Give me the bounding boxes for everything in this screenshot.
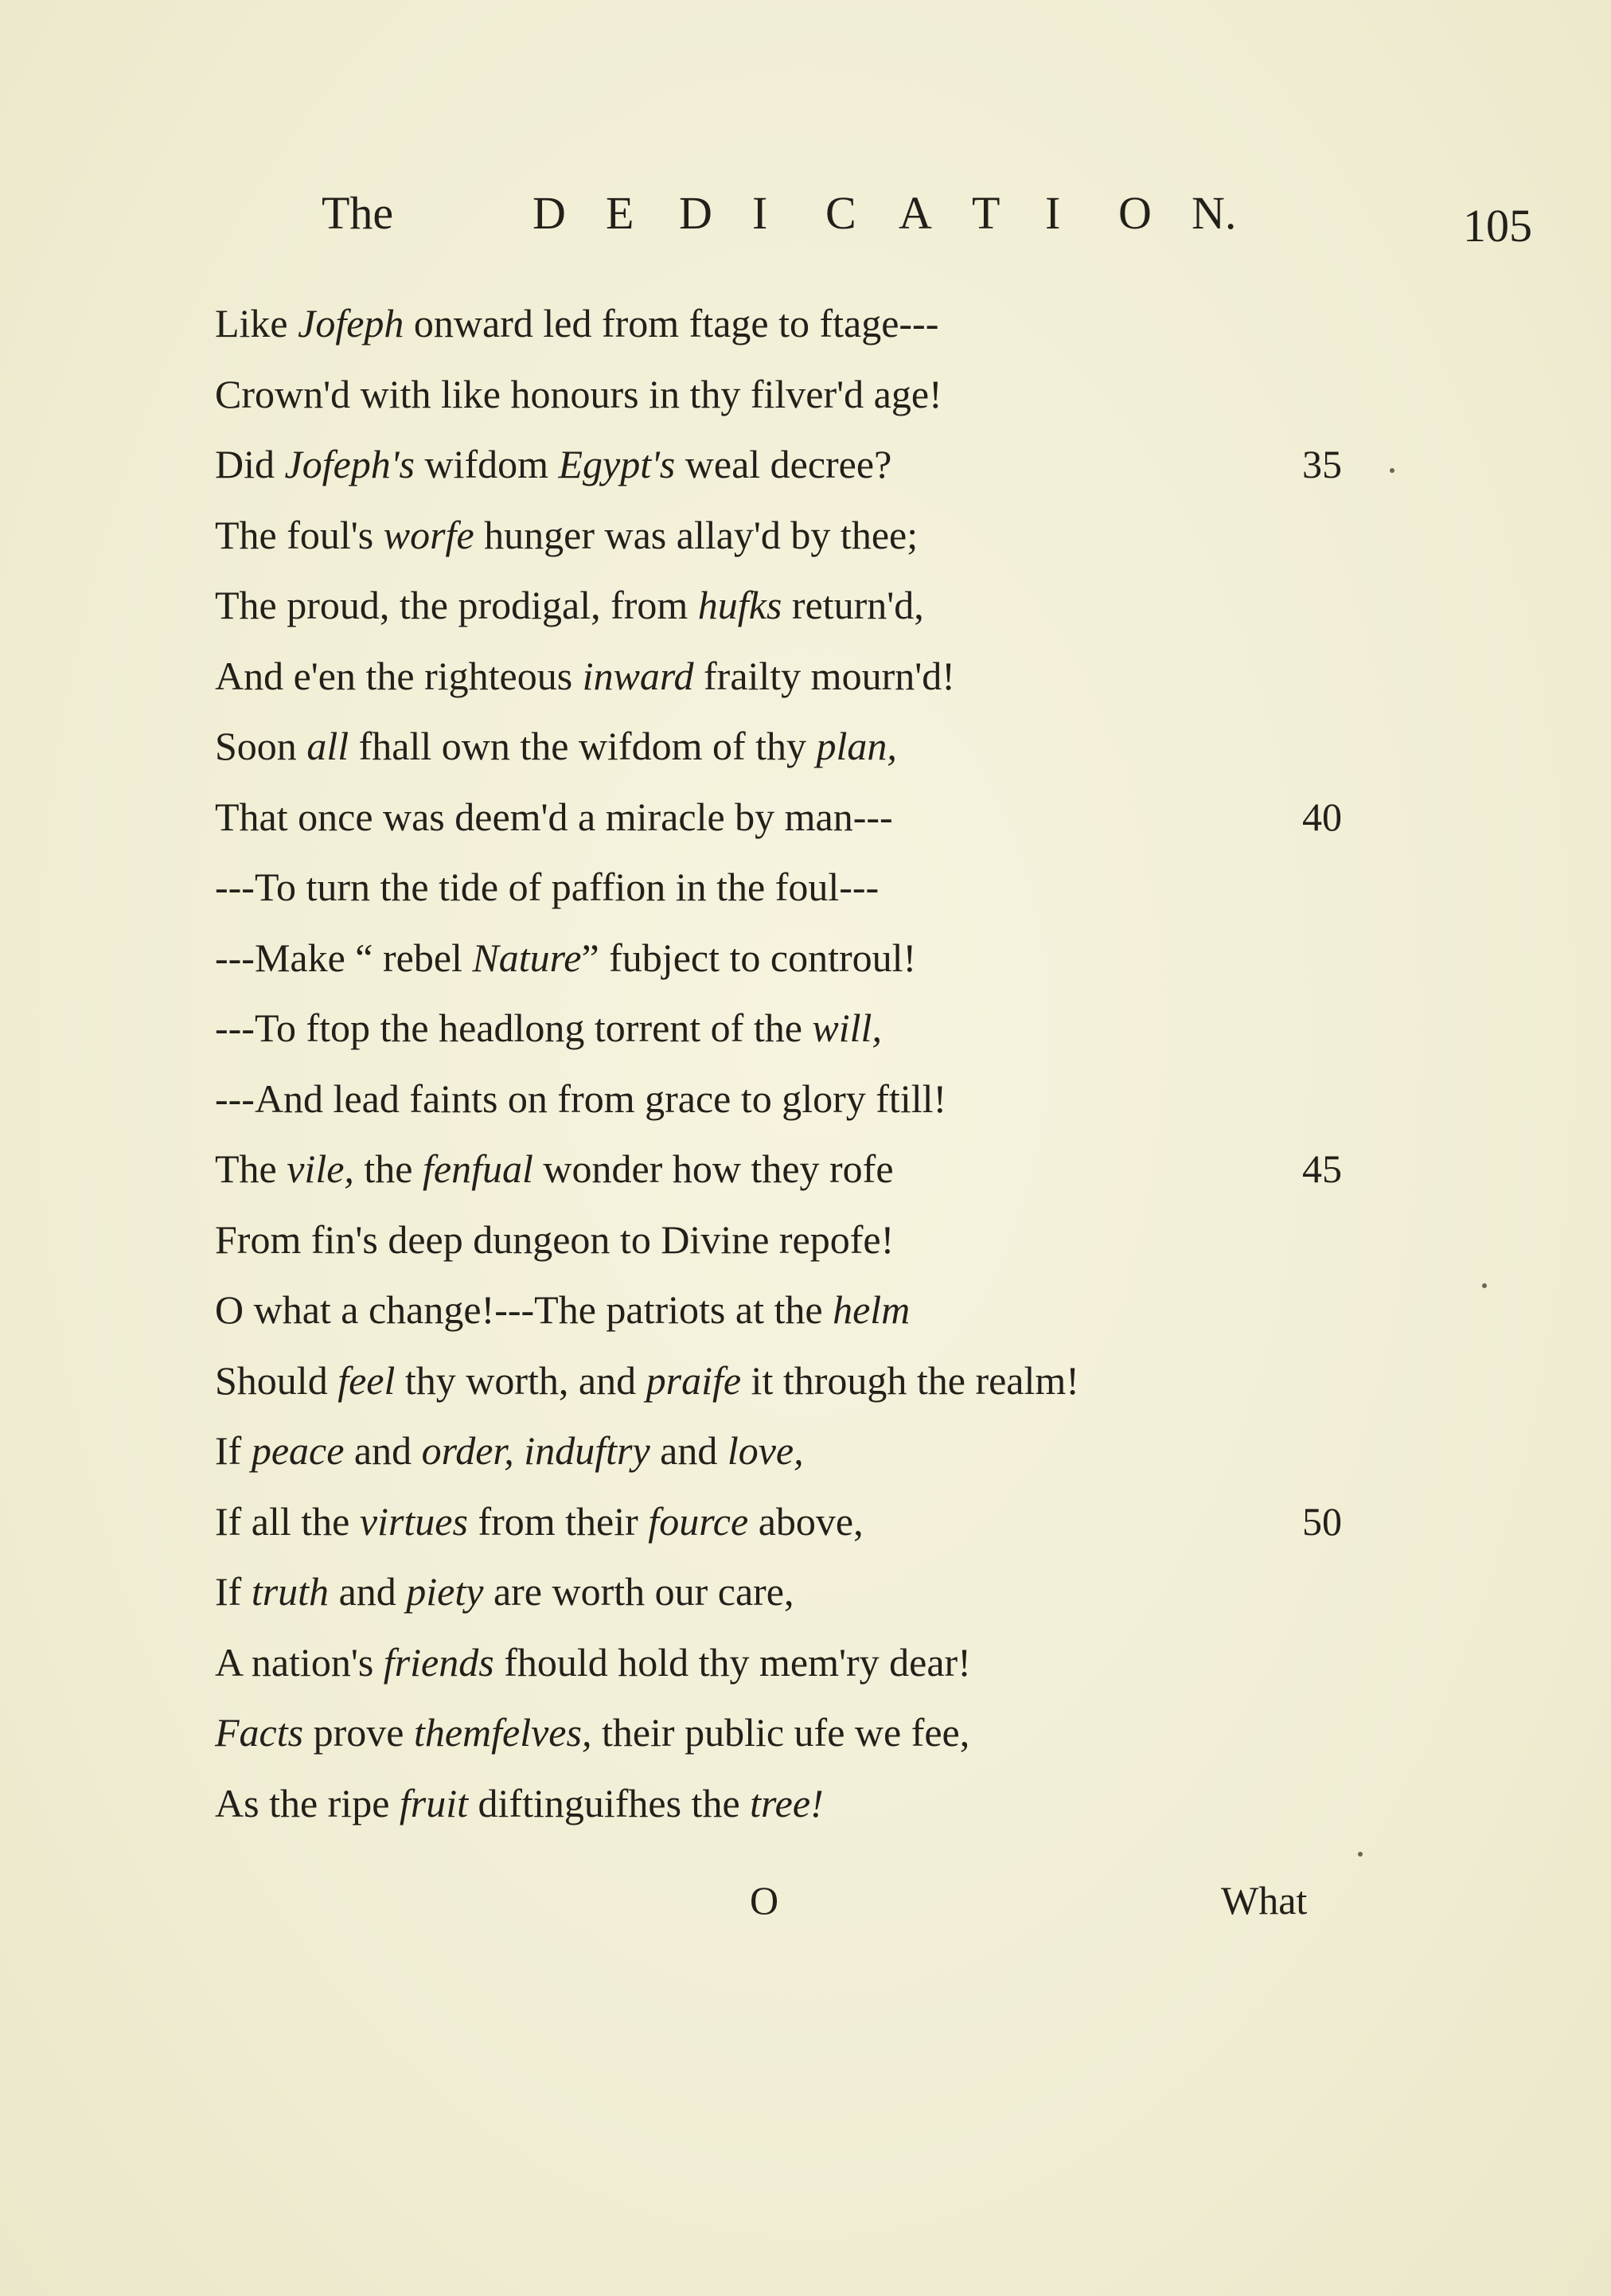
roman-text: wifdom [414,442,559,486]
poem-line-text [215,1768,824,1839]
roman-text: Should [215,1357,338,1403]
roman-text: Like [215,301,298,346]
italic-word: Jofeph's [284,442,415,486]
roman-text: weal decree? [675,442,892,486]
roman-text: are worth our care, [483,1569,794,1614]
roman-text: If [215,1569,252,1614]
roman-text: ” fubject to controul! [581,935,917,980]
italic-word: truth [251,1569,330,1614]
page-number: 105 [1463,200,1532,252]
line-number: 40 [1302,794,1342,839]
italic-word: feel [337,1357,396,1403]
title-letter: I [1045,187,1061,239]
italic-word: virtues [359,1498,468,1544]
italic-word: peace [251,1428,345,1473]
poem-line-text [215,500,918,571]
italic-word: fenfual [423,1146,533,1191]
poem-line [215,429,1409,500]
roman-text: from their [467,1498,649,1544]
roman-text: O what a change!---The patriots at the [215,1287,833,1332]
poem-line-text [215,923,916,994]
roman-text: From fin's deep dungeon to Divine repofe! [215,1216,895,1262]
poem-line [215,1205,1409,1275]
poem-line [215,641,1409,712]
roman-text: thy worth, and [395,1357,646,1403]
poem-line [215,1064,1409,1134]
italic-word: plan, [816,724,897,768]
italic-word: piety [406,1569,484,1614]
running-head [322,186,1277,258]
poem-line [215,1627,1409,1698]
poem-line [215,711,1409,782]
poem-line [215,570,1409,641]
poem-line-text [215,1486,864,1557]
running-head-title [532,186,1567,240]
roman-text: Soon [215,724,307,768]
italic-word: hufks [697,583,782,627]
roman-text: As the ripe [215,1780,400,1825]
roman-text: hunger was allay'd by thee; [474,512,919,557]
roman-text: The [215,1146,287,1191]
title-letter: D [532,187,566,239]
poem-line [215,1486,1409,1557]
poem-line [215,1697,1409,1768]
poem-line [215,359,1409,430]
roman-text: A nation's [215,1639,384,1685]
italic-word: praife [646,1357,742,1403]
italic-word: Nature [472,935,582,980]
line-number: 45 [1302,1146,1342,1191]
poem-line [215,852,1409,923]
roman-text: Did [215,442,285,486]
poem-line-text [215,711,897,782]
poem-line-text [215,1415,804,1486]
italic-word: Egypt's [558,442,676,486]
paper-speck [1390,468,1395,473]
poem-line-text [215,429,891,500]
roman-text: and [649,1428,727,1473]
poem-line [215,1275,1409,1345]
poem-line-text [215,1205,894,1275]
title-letter: A [899,187,932,239]
roman-text: the [353,1146,423,1191]
poem-line-text [215,359,942,430]
paper-speck [1358,1852,1363,1857]
poem-line [215,1768,1409,1839]
poem-line-text [215,1275,910,1345]
roman-text: frailty mourn'd! [693,653,955,698]
italic-word: fruit [399,1780,469,1825]
italic-word: order, induftry [421,1428,650,1473]
poem-line [215,923,1409,994]
line-number: 50 [1302,1498,1342,1544]
poem-line [215,1345,1409,1416]
poem-line [215,1134,1409,1205]
roman-text: The proud, the prodigal, from [215,583,698,627]
roman-text: return'd, [782,583,924,627]
title-letter: T [972,187,1001,239]
title-letter: C [825,187,856,239]
roman-text: ---To ftop the headlong torrent of the [215,1005,813,1050]
italic-word: themfelves, [413,1710,592,1755]
poem-line-text [215,570,924,641]
poem-line [215,782,1409,853]
roman-text: above, [748,1498,864,1544]
roman-text: prove [303,1710,414,1755]
roman-text: And e'en the righteous [215,653,583,698]
italic-word: inward [582,653,694,698]
italic-word: worfe [383,512,474,557]
title-letter: D [679,187,712,239]
poem-line-text [215,641,955,712]
roman-text: ---To turn the tide of paffion in the foul--- [215,865,880,909]
poem-line-text [215,1064,946,1134]
poem-line [215,500,1409,571]
catchword-right: What [1221,1878,1308,1923]
italic-word: vile, [287,1146,354,1191]
roman-text: and [329,1569,407,1614]
italic-word: Jofeph [298,301,404,346]
italic-word: helm [833,1287,911,1332]
italic-word: tree! [750,1780,824,1825]
poem-line-text [215,1134,894,1205]
poem-line-text [215,993,882,1064]
poem-line [215,1556,1409,1627]
roman-text: it through the realm! [741,1357,1079,1403]
title-letter: N. [1192,187,1237,239]
poem-line-text [215,782,893,853]
paper-speck [1482,1283,1487,1288]
italic-word: love, [727,1428,804,1473]
italic-word: will, [812,1005,882,1050]
title-letter: O [1118,187,1152,239]
poem-line-text [215,1697,969,1768]
poem-line [215,1415,1409,1486]
poem-line-text [215,1345,1079,1416]
roman-text: wonder how they rofe [532,1146,894,1191]
roman-text: Crown'd with like honours in thy filver'd age! [215,371,942,416]
poem-body [215,288,1409,1838]
roman-text: and [344,1428,422,1473]
roman-text: If [215,1428,252,1473]
poem-line [215,993,1409,1064]
roman-text: fhall own the wifdom of thy [349,724,817,768]
roman-text: diftinguifhes the [468,1780,751,1825]
poem-line [215,288,1409,359]
italic-word: Facts [215,1710,304,1755]
catchword-left: O [750,1878,779,1923]
roman-text: their public ufe we fee, [591,1710,970,1755]
title-letter: I [752,187,768,239]
roman-text: fhould hold thy mem'ry dear! [493,1639,971,1685]
poem-line-text [215,1627,971,1698]
roman-text: ---Make “ rebel [215,935,473,980]
italic-word: all [306,724,349,768]
poem-line-text [215,1556,794,1627]
roman-text: The foul's [215,512,384,557]
title-letter: E [606,187,634,239]
poem-line-text [215,852,879,923]
roman-text: ---And lead faints on from grace to glory ftill! [215,1076,947,1121]
italic-word: fource [648,1498,749,1544]
roman-text: That once was deem'd a miracle by man--- [215,794,893,839]
roman-text: onward led from ftage to ftage--- [404,301,939,346]
poem-line-text [215,288,938,359]
roman-text: If all the [215,1498,360,1544]
line-number: 35 [1302,442,1342,486]
running-head-the: The [322,187,394,239]
italic-word: friends [383,1639,494,1685]
